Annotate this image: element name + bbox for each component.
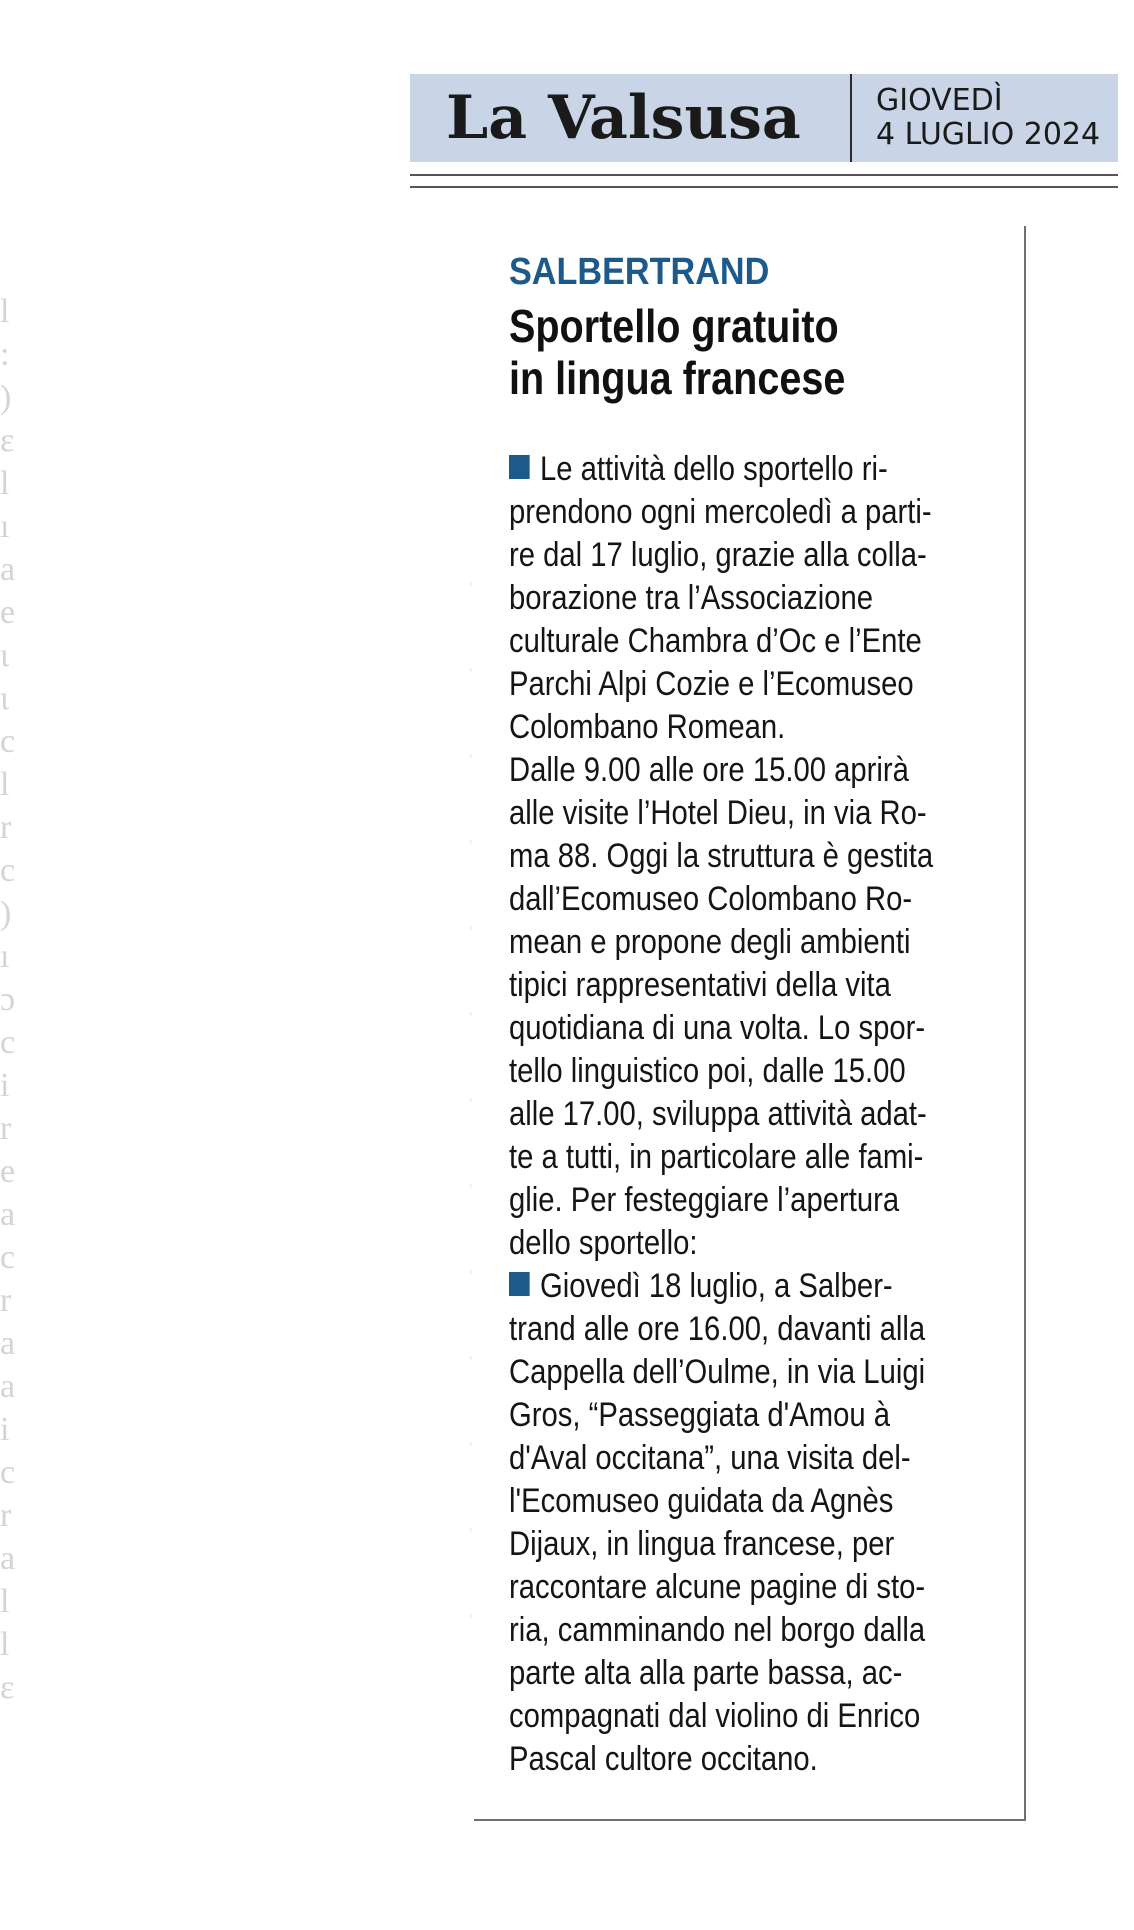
masthead-divider bbox=[850, 74, 852, 162]
square-bullet-icon bbox=[509, 455, 530, 479]
body-line: Dalle 9.00 alle ore 15.00 aprirà bbox=[509, 751, 909, 789]
body-line: Gros, “Passeggiata d'Amou à bbox=[509, 1396, 891, 1434]
body-line: tipici rappresentativi della vita bbox=[509, 966, 891, 1004]
body-line: ria, camminando nel borgo dalla bbox=[509, 1611, 926, 1649]
body-line bbox=[509, 1265, 1008, 1308]
body-line: glie. Per festeggiare l’apertura bbox=[509, 1181, 900, 1219]
body-line: Cappella dell’Oulme, in via Luigi bbox=[509, 1353, 926, 1391]
body-line: l'Ecomuseo guidata da Agnès bbox=[509, 1482, 894, 1520]
body-line: Parchi Alpi Cozie e l’Ecomuseo bbox=[509, 665, 914, 703]
article-headline bbox=[509, 300, 905, 404]
body-line: trand alle ore 16.00, davanti alla bbox=[509, 1310, 926, 1348]
headline-line: in lingua francese bbox=[509, 352, 846, 404]
body-line: borazione tra l’Associazione bbox=[509, 579, 874, 617]
body-line: tello linguistico poi, dalle 15.00 bbox=[509, 1052, 906, 1090]
body-line: Pascal cultore occitano. bbox=[509, 1740, 818, 1778]
body-line: quotidiana di una volta. Lo spor- bbox=[509, 1009, 926, 1047]
body-line: dall’Ecomuseo Colombano Ro- bbox=[509, 880, 913, 918]
date-weekday: GIOVEDÌ bbox=[876, 83, 1003, 118]
body-line: Dijaux, in lingua francese, per bbox=[509, 1525, 895, 1563]
body-line: ma 88. Oggi la struttura è gestita bbox=[509, 837, 934, 875]
body-line: d'Aval occitana”, una visita del- bbox=[509, 1439, 911, 1477]
body-line-text: Le attività dello sportello ri- bbox=[539, 450, 888, 488]
newspaper-masthead bbox=[410, 74, 1118, 162]
body-line: te a tutti, in particolare alle fami- bbox=[509, 1138, 924, 1176]
body-line-text: Giovedì 18 luglio, a Salber- bbox=[539, 1267, 893, 1305]
body-line: dello sportello: bbox=[509, 1224, 698, 1262]
body-line: alle visite l’Hotel Dieu, in via Ro- bbox=[509, 794, 927, 832]
masthead-rule-top bbox=[410, 174, 1118, 176]
square-bullet-icon bbox=[509, 1272, 530, 1296]
body-line bbox=[509, 448, 1008, 491]
date-full: 4 LUGLIO 2024 bbox=[876, 117, 1101, 152]
headline-line: Sportello gratuito bbox=[509, 300, 839, 352]
body-line: alle 17.00, sviluppa attività adat- bbox=[509, 1095, 927, 1133]
masthead-rule-bottom bbox=[410, 186, 1118, 188]
body-line: prendono ogni mercoledì a parti- bbox=[509, 493, 932, 531]
body-line: re dal 17 luglio, grazie alla colla- bbox=[509, 536, 927, 574]
body-line: raccontare alcune pagine di sto- bbox=[509, 1568, 926, 1606]
article-frame-bottom bbox=[474, 1819, 1026, 1821]
body-line: parte alta alla parte bassa, ac- bbox=[509, 1654, 903, 1692]
body-line: Colombano Romean. bbox=[509, 708, 786, 746]
body-line: culturale Chambra d’Oc e l’Ente bbox=[509, 622, 922, 660]
article-body bbox=[509, 448, 1008, 1781]
body-line: mean e propone degli ambienti bbox=[509, 923, 911, 961]
article-kicker: SALBERTRAND bbox=[509, 251, 770, 293]
newspaper-name: La Valsusa bbox=[446, 83, 801, 153]
adjacent-column-trace: l : ) ε l ı a e ι ι c l r c ) ı ɔ c i r e a c r a a i c r a l l ε bbox=[0, 293, 16, 1706]
article-frame-right bbox=[1024, 226, 1026, 1820]
show-through-trace: · · · · · · · · · · · · · bbox=[466, 566, 476, 1631]
publication-date bbox=[876, 84, 1100, 152]
body-line: compagnati dal violino di Enrico bbox=[509, 1697, 921, 1735]
